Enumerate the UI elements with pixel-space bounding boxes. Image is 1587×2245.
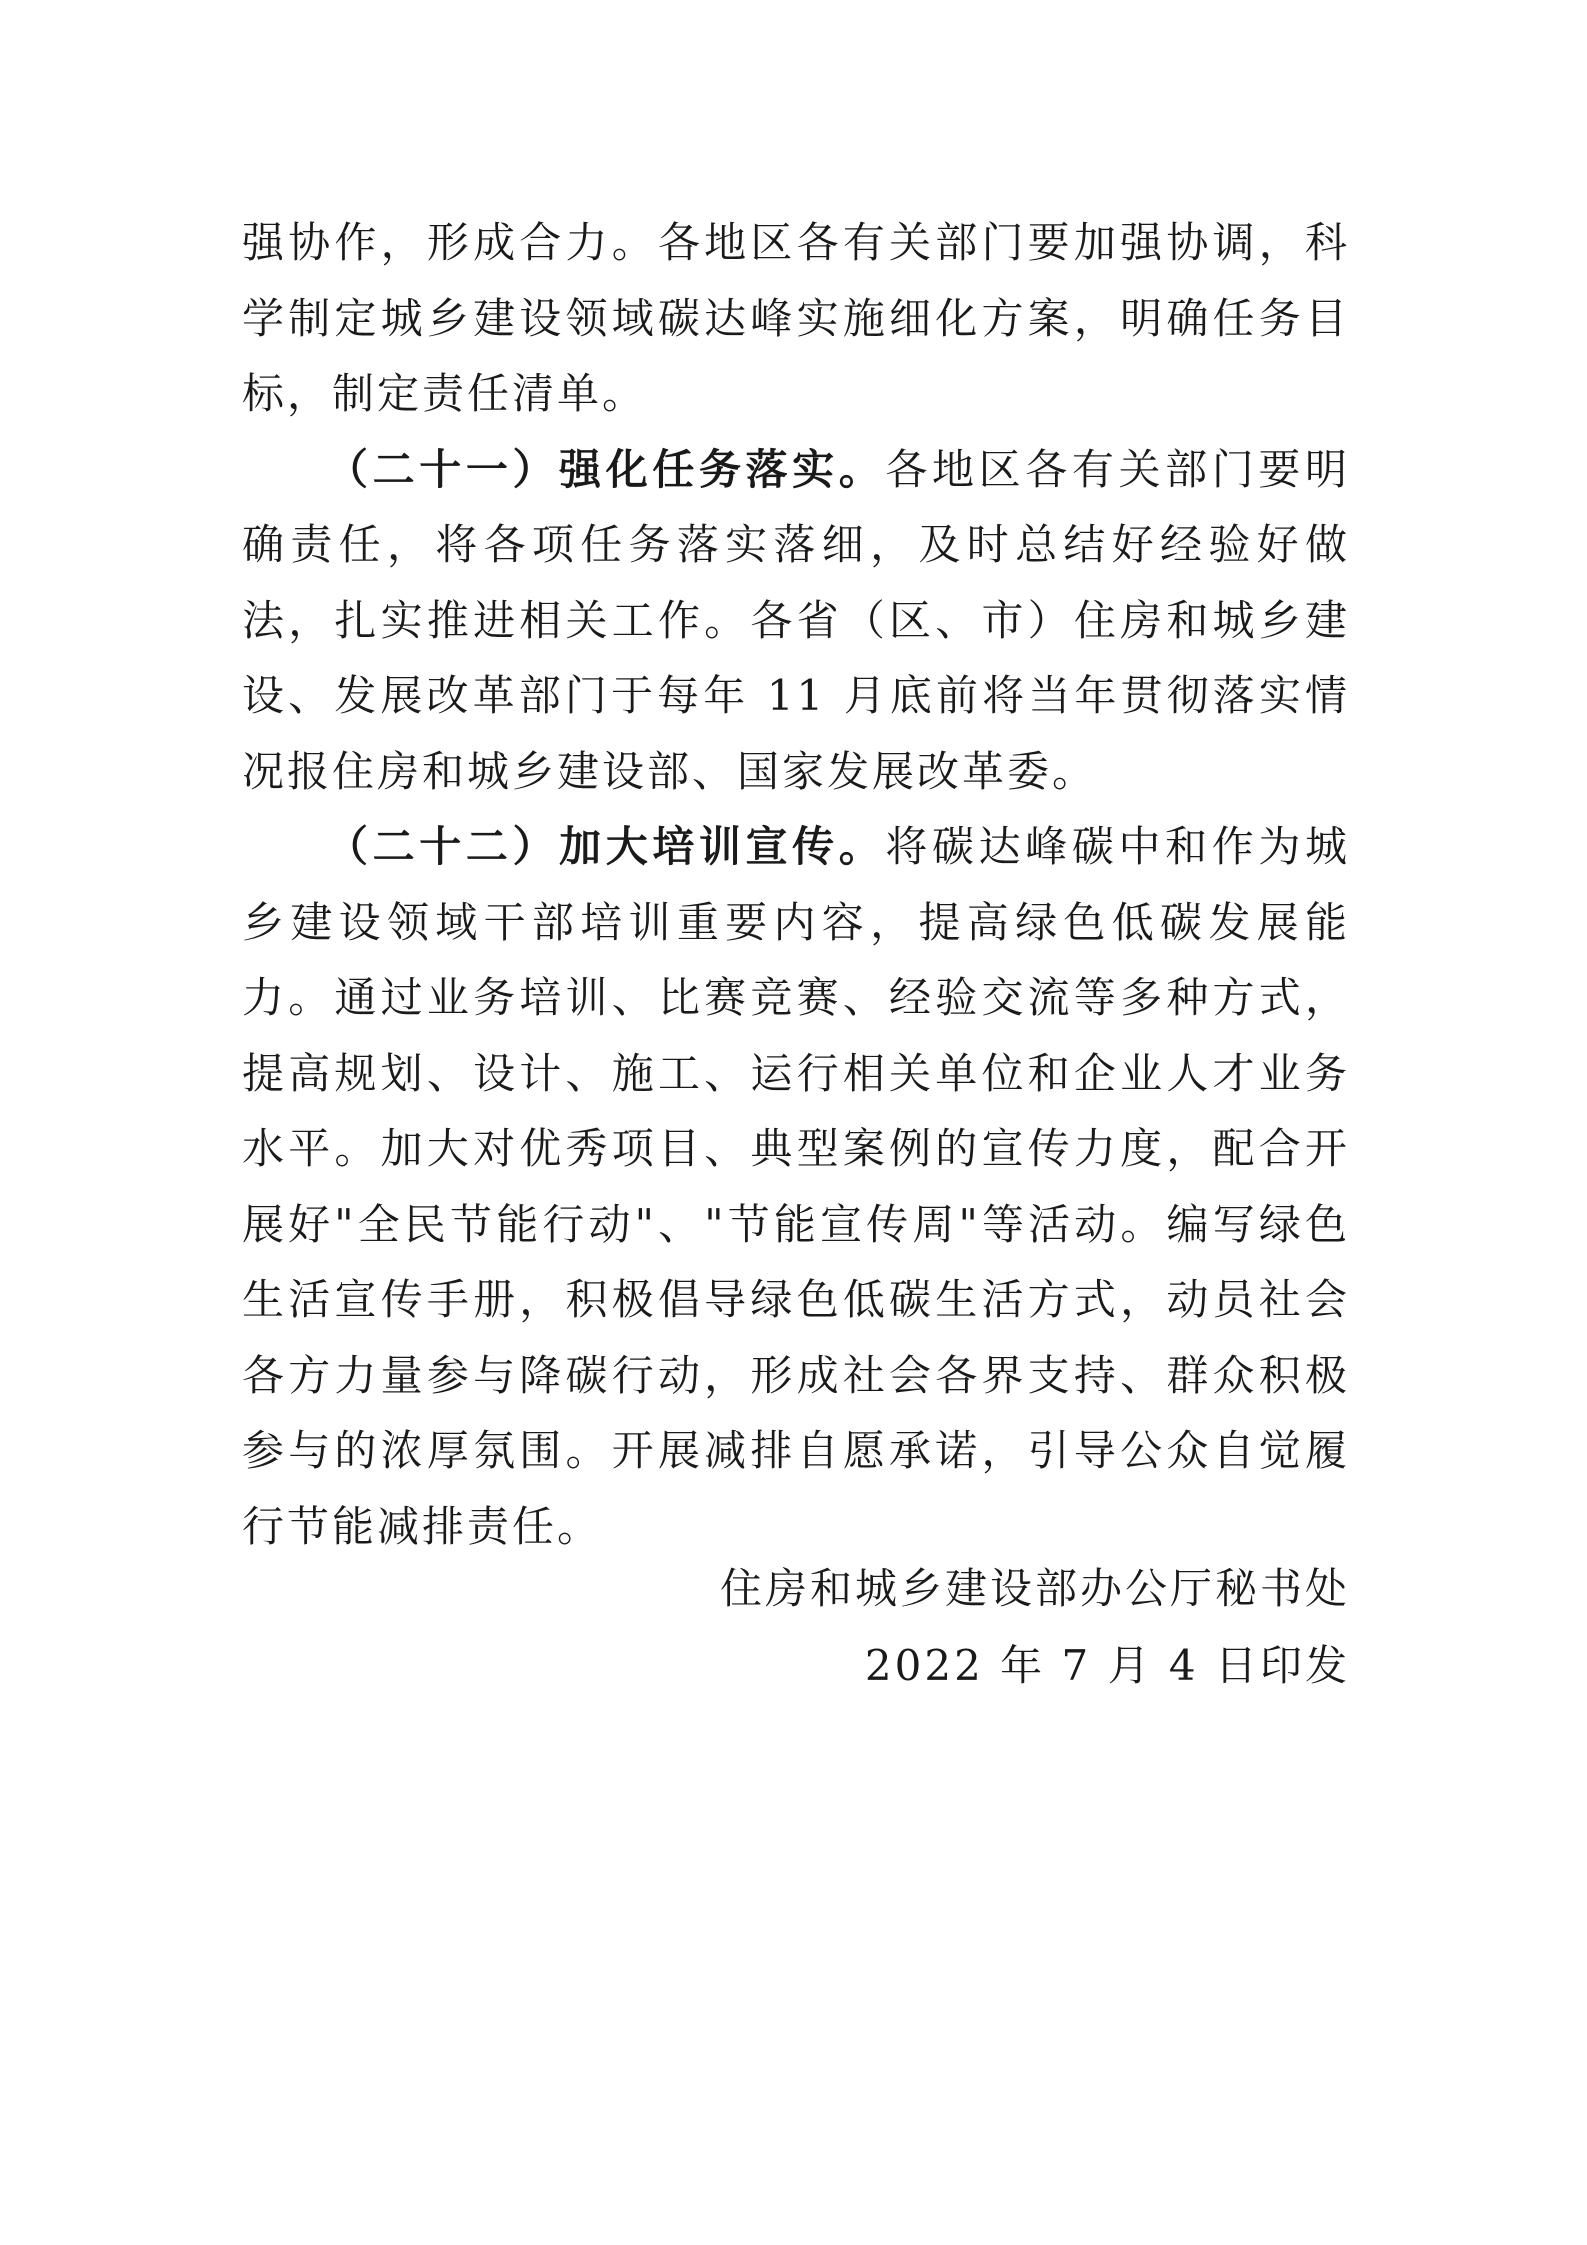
section-21-body: 各地区各有关部门要明确责任，将各项任务落实落细，及时总结好经验好做法，扎实推进相关工作。各省（区、市）住房和城乡建设、发展改革部门于每年 11 月底前将当年贯彻落实情况报住房和城乡建设部、国家发展改革委。 xyxy=(242,444,1350,796)
section-21-heading: （二十一）强化任务落实。 xyxy=(326,444,886,494)
document-body xyxy=(242,205,1350,1564)
paragraph-section-21 xyxy=(242,432,1350,810)
paragraph-continuation: 强协作，形成合力。各地区各有关部门要加强协调，科学制定城乡建设领域碳达峰实施细化方案，明确任务目标，制定责任清单。 xyxy=(242,218,1350,418)
issue-date: 2022 年 7 月 4 日印发 xyxy=(864,1641,1350,1690)
section-22-body: 将碳达峰碳中和作为城乡建设领域干部培训重要内容，提高绿色低碳发展能力。通过业务培训、比赛竞赛、经验交流等多种方式，提高规划、设计、施工、运行相关单位和企业人才业务水平。加大对优秀项目、典型案例的宣传力度，配合开展好"全民节能行动"、"节能宣传周"等活动。编写绿色生活宣传手册，积极倡导绿色低碳生活方式，动员社会各方力量参与降碳行动，形成社会各界支持、群众积极参与的浓厚氛围。开展减排自愿承诺，引导公众自觉履行节能减排责任。 xyxy=(242,822,1350,1551)
signature-block xyxy=(720,1550,1350,1704)
section-22-heading: （二十二）加大培训宣传。 xyxy=(326,822,886,871)
paragraph-section-22 xyxy=(242,809,1350,1564)
issuer-name: 住房和城乡建设部办公厅秘书处 xyxy=(719,1564,1350,1613)
